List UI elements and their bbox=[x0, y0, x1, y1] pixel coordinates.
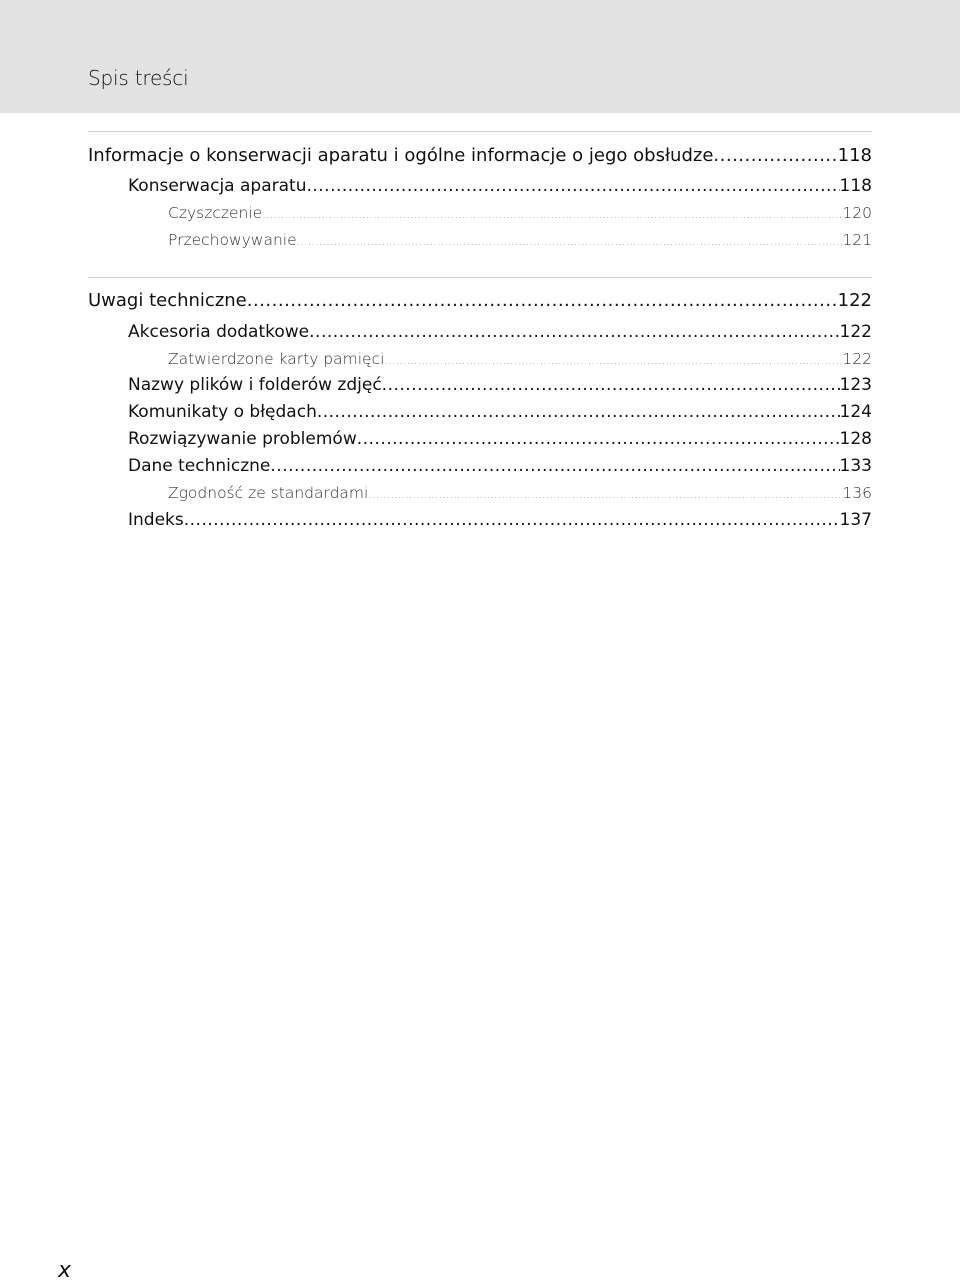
toc-entry-page: 118 bbox=[837, 145, 872, 166]
toc-entry-label: Informacje o konserwacji aparatu i ogólne informacje o jego obsłudze bbox=[88, 145, 714, 166]
toc-entry-akcesoria[interactable] bbox=[128, 322, 872, 342]
toc-entry-page: 118 bbox=[839, 176, 872, 196]
toc-entry-page: 136 bbox=[842, 484, 872, 502]
toc-leader bbox=[357, 429, 840, 449]
toc-entry-rozwiazywanie[interactable] bbox=[128, 429, 872, 449]
page-number: x bbox=[58, 1258, 72, 1283]
toc-entry-konserwacja-aparatu[interactable] bbox=[128, 176, 872, 196]
toc-leader bbox=[270, 456, 839, 476]
header-band bbox=[0, 0, 960, 113]
toc-entry-indeks[interactable] bbox=[128, 510, 872, 530]
toc-leader bbox=[368, 488, 842, 501]
toc-entry-label: Przechowywanie bbox=[168, 231, 297, 249]
toc-entry-uwagi-techniczne[interactable] bbox=[88, 290, 872, 311]
toc-entry-label: Zgodność ze standardami bbox=[168, 484, 369, 502]
toc-entry-page: 133 bbox=[839, 456, 872, 476]
toc-entry-nazwy-plikow[interactable] bbox=[128, 375, 872, 395]
toc-leader bbox=[297, 235, 843, 248]
toc-entry-konserwacja-info[interactable] bbox=[88, 145, 872, 166]
toc-entry-label: Dane techniczne bbox=[128, 456, 271, 476]
toc-entry-label: Zatwierdzone karty pamięci bbox=[168, 350, 385, 368]
toc-entry-page: 120 bbox=[842, 204, 872, 222]
toc-entry-label: Komunikaty o błędach bbox=[128, 402, 317, 422]
divider-top bbox=[88, 131, 872, 132]
toc-entry-karty-pamieci[interactable] bbox=[168, 350, 872, 368]
toc-leader bbox=[306, 176, 839, 196]
toc-entry-przechowywanie[interactable] bbox=[168, 231, 872, 249]
toc-entry-page: 121 bbox=[842, 231, 872, 249]
toc-entry-page: 122 bbox=[842, 350, 872, 368]
toc-leader bbox=[384, 354, 842, 367]
toc-entry-zgodnosc[interactable] bbox=[168, 484, 872, 502]
toc-entry-page: 122 bbox=[837, 290, 872, 311]
toc-entry-label: Czyszczenie bbox=[168, 204, 263, 222]
toc-leader bbox=[713, 145, 837, 166]
divider-middle bbox=[88, 277, 872, 278]
toc-entry-label: Konserwacja aparatu bbox=[128, 176, 307, 196]
page-title: Spis treści bbox=[88, 66, 189, 90]
toc-leader bbox=[317, 402, 840, 422]
toc-leader bbox=[382, 375, 840, 395]
toc-entry-page: 128 bbox=[839, 429, 872, 449]
toc-entry-komunikaty[interactable] bbox=[128, 402, 872, 422]
toc-entry-page: 137 bbox=[839, 510, 872, 530]
toc-entry-page: 122 bbox=[839, 322, 872, 342]
toc-entry-page: 123 bbox=[839, 375, 872, 395]
toc-entry-label: Rozwiązywanie problemów bbox=[128, 429, 357, 449]
toc-entry-label: Uwagi techniczne bbox=[88, 290, 247, 311]
toc-leader bbox=[262, 208, 842, 221]
toc-entry-label: Nazwy plików i folderów zdjęć bbox=[128, 375, 382, 395]
toc-leader bbox=[247, 290, 838, 311]
toc-leader bbox=[184, 510, 840, 530]
toc-leader bbox=[309, 322, 839, 342]
toc-entry-czyszczenie[interactable] bbox=[168, 204, 872, 222]
toc-entry-dane-techniczne[interactable] bbox=[128, 456, 872, 476]
toc-entry-label: Indeks bbox=[128, 510, 184, 530]
toc-entry-page: 124 bbox=[839, 402, 872, 422]
toc-entry-label: Akcesoria dodatkowe bbox=[128, 322, 310, 342]
